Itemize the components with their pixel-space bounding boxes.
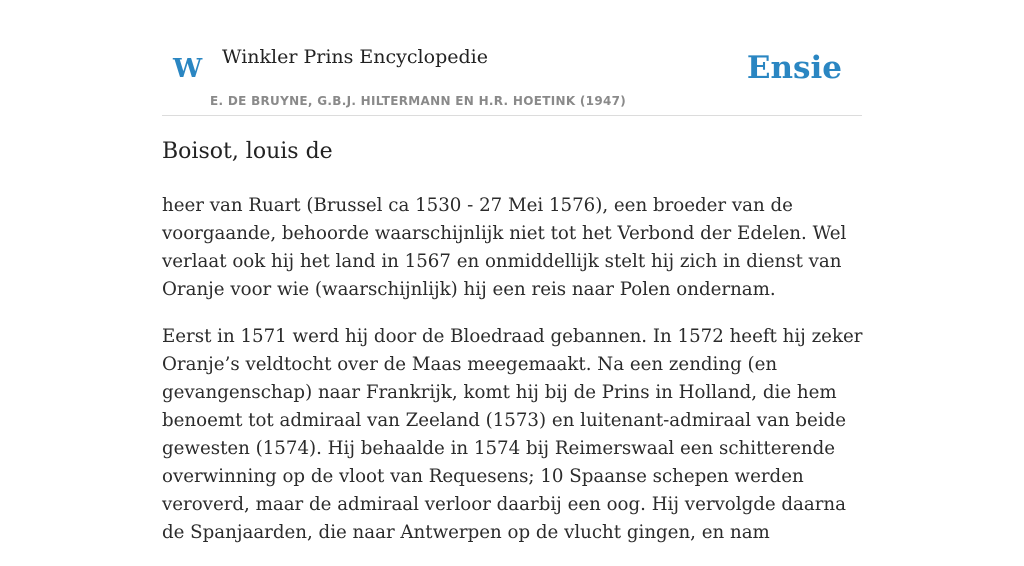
article-body	[162, 192, 868, 566]
article-paragraph: heer van Ruart (Brussel ca 1530 - 27 Mei 1576), een broeder van de voorgaande, behoorde waarschijnlijk niet tot het Verbond der Edelen. Wel verlaat ook hij het land in 1567 en onmiddellijk stelt hij zich in dienst van Oranje voor wie (waarschijnlijk) hij een reis naar Polen ondernam.	[162, 195, 847, 300]
publication-title[interactable]: Winkler Prins Encyclopedie	[222, 46, 488, 68]
site-header	[162, 40, 862, 116]
ensie-brand-logo[interactable]: Ensie	[746, 50, 842, 86]
article-paragraph: Eerst in 1571 werd hij door de Bloedraad gebannen. In 1572 heeft hij zeker Oranje’s veldtocht over de Maas meegemaakt. Na een zending (en gevangenschap) naar Frankrijk, komt hij bij de Prins in Holland, die hem benoemt tot admiraal van Zeeland (1573) en luitenant-admiraal van beide gewesten (1574). Hij behaalde in 1574 bij Reimerswaal een schitterende overwinning op de vloot van Requesens; 10 Spaanse schepen werden veroverd, maar de admiraal verloor daarbij een oog. Hij vervolgde daarna de Spanjaarden, die naar Antwerpen op de vlucht gingen, en nam	[162, 326, 863, 543]
publication-authors: E. DE BRUYNE, G.B.J. HILTERMANN EN H.R. HOETINK (1947)	[210, 94, 627, 108]
w-logo-icon[interactable]: W	[173, 54, 203, 84]
article-title: Boisot, louis de	[162, 139, 333, 164]
